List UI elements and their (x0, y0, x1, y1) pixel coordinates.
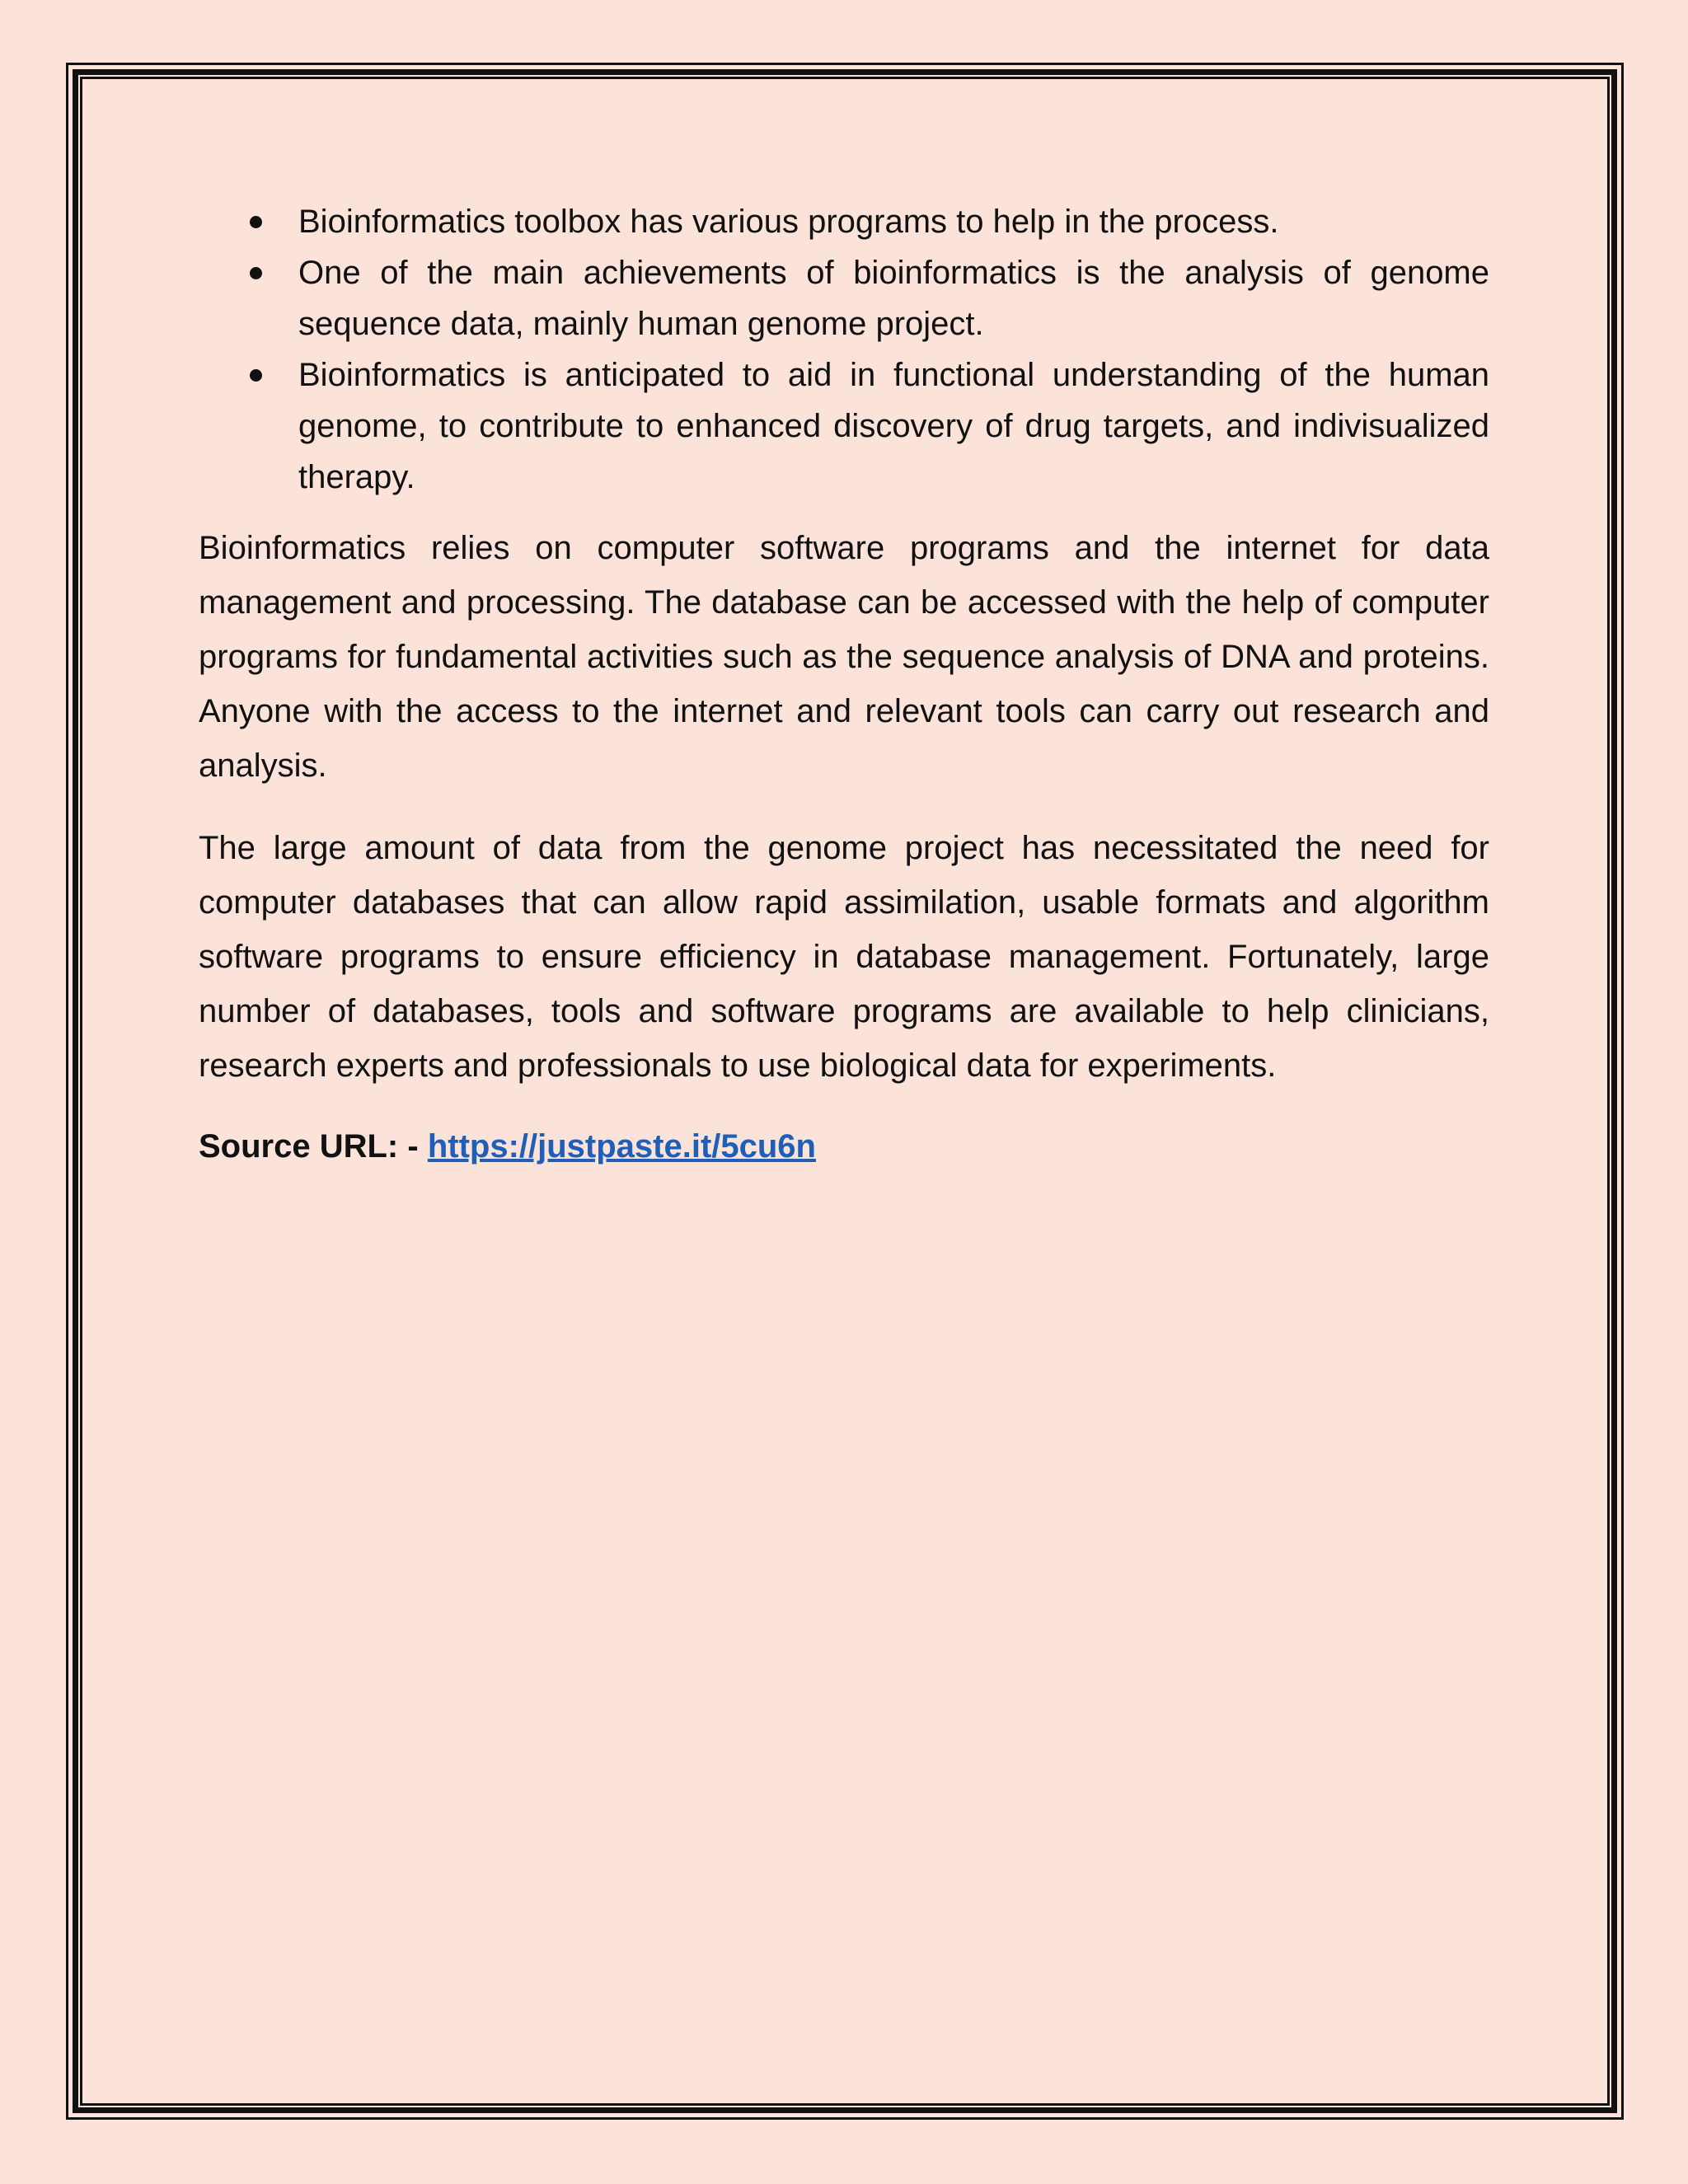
source-link[interactable]: https://justpaste.it/5cu6n (427, 1128, 816, 1165)
list-item-text: One of the main achievements of bioinformatics is the analysis of genome sequence data, mainly human genome project. (298, 255, 1489, 342)
document-body (199, 196, 1489, 1172)
paragraph: The large amount of data from the genome project has necessitated the need for computer databases that can allow rapid assimilation, usable formats and algorithm software programs to ensure efficiency in database management. Fortunately, large number of databases, tools and software programs are available to help clinicians, research experts and professionals to use biological data for experiments. (199, 830, 1489, 1084)
list-item-text: Bioinformatics is anticipated to aid in functional understanding of the human genome, to contribute to enhanced discovery of drug targets, and indivisualized therapy. (298, 357, 1489, 495)
list-item (199, 349, 1489, 503)
source-line (199, 1121, 1489, 1172)
bullet-icon (250, 369, 262, 382)
bullet-icon (250, 216, 262, 228)
list-item-text: Bioinformatics toolbox has various programs to help in the process. (298, 204, 1279, 240)
paragraph: Bioinformatics relies on computer software programs and the internet for data management and processing. The database can be accessed with the help of computer programs for fundamental activities such as the sequence analysis of DNA and proteins. Anyone with the access to the internet and relevant tools can carry out research and analysis. (199, 530, 1489, 784)
source-label: Source URL: - (199, 1128, 419, 1165)
bullet-list (199, 196, 1489, 503)
list-item (199, 247, 1489, 349)
list-item (199, 196, 1489, 247)
bullet-icon (250, 267, 262, 279)
